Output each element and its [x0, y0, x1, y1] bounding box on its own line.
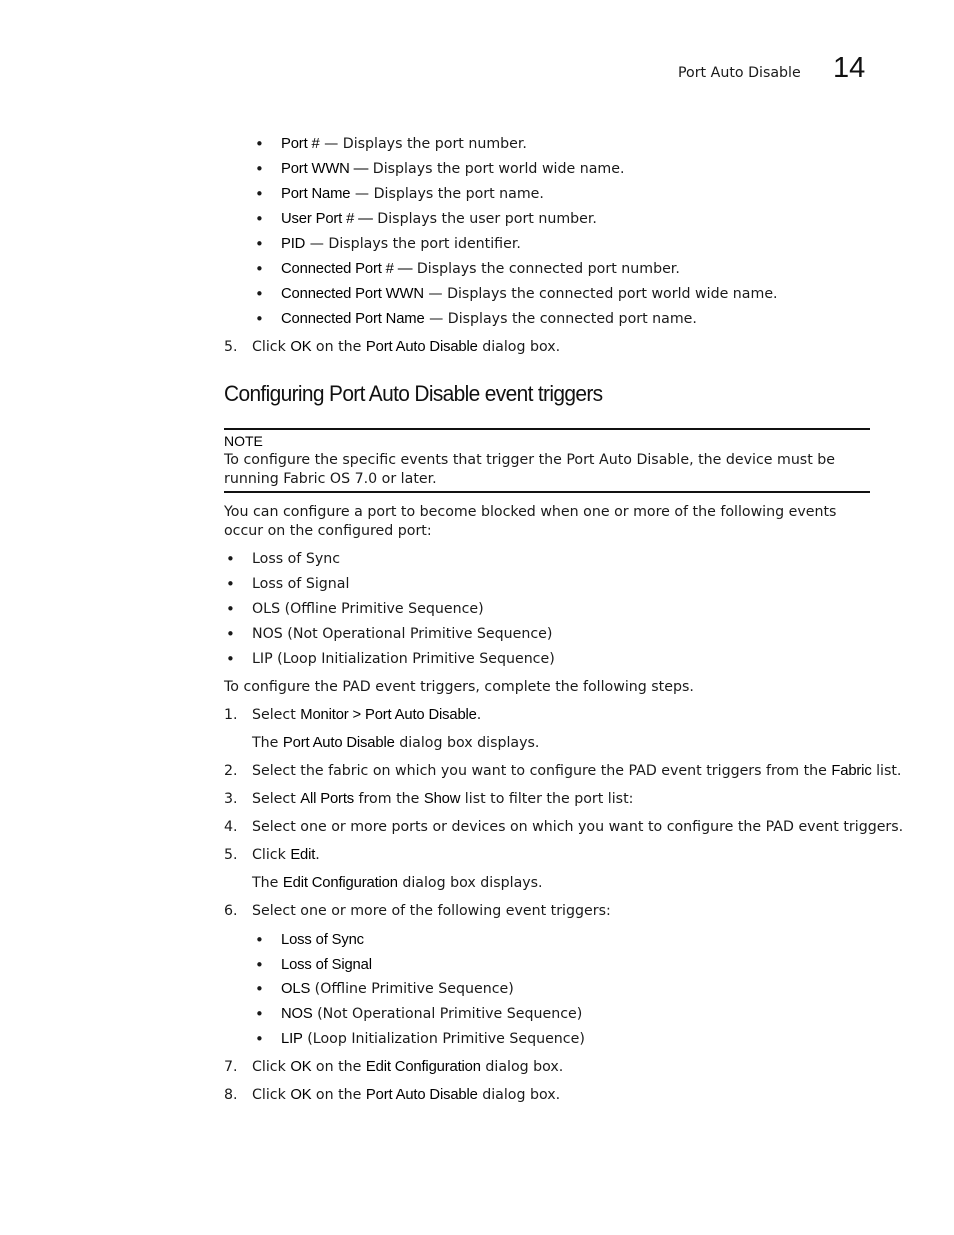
list-item: OLS (Offline Primitive Sequence) [252, 601, 484, 617]
term: Connected Port WWN [281, 286, 424, 302]
term: Port WWN — [281, 161, 369, 177]
bullet-icon: • [255, 185, 264, 203]
bullet-icon: • [255, 956, 264, 974]
list-item: NOS (Not Operational Primitive Sequence) [252, 626, 553, 642]
note-top-rule [224, 428, 870, 430]
running-header-title: Port Auto Disable [678, 65, 801, 81]
bullet-icon: • [255, 210, 264, 228]
step-text: Select All Ports from the Show list to filter the port list: [252, 791, 634, 807]
step-text: Select one or more of the following event triggers: [252, 903, 611, 919]
list-item: LIP (Loop Initialization Primitive Sequence) [281, 1031, 585, 1047]
step-text: Select Monitor > Port Auto Disable. [252, 707, 482, 723]
list-item: Port WWN — Displays the port world wide name. [281, 161, 625, 177]
list-item: NOS (Not Operational Primitive Sequence) [281, 1006, 583, 1022]
term: Connected Port Name [281, 311, 425, 327]
list-item: Connected Port # — Displays the connected port number. [281, 261, 680, 277]
step-result: The Edit Configuration dialog box displays. [252, 875, 543, 891]
step-result: The Port Auto Disable dialog box displays. [252, 735, 540, 751]
bullet-icon: • [255, 1005, 264, 1023]
step-text: Click OK on the Port Auto Disable dialog box. [252, 339, 561, 355]
bullet-icon: • [255, 1030, 264, 1048]
step-number: 5. [224, 339, 238, 355]
bullet-icon: • [226, 650, 235, 668]
term: Port # [281, 136, 320, 152]
section-heading: Configuring Port Auto Disable event triggers [224, 381, 603, 406]
term: PID [281, 236, 306, 252]
bullet-icon: • [255, 285, 264, 303]
intro-paragraph: You can configure a port to become blocked when one or more of the following events occur on the configured port: [224, 504, 837, 539]
bullet-icon: • [255, 931, 264, 949]
list-item: PID — Displays the port identifier. [281, 236, 521, 252]
list-item: Port # — Displays the port number. [281, 136, 527, 152]
bullet-icon: • [255, 260, 264, 278]
bullet-icon: • [255, 980, 264, 998]
note-bottom-rule [224, 491, 870, 493]
steps-intro: To configure the PAD event triggers, complete the following steps. [224, 679, 694, 695]
bullet-icon: • [226, 600, 235, 618]
step-text: Select the fabric on which you want to configure the PAD event triggers from the Fabric list. [252, 763, 902, 779]
step-number: 1. [224, 707, 238, 723]
step-text: Select one or more ports or devices on which you want to configure the PAD event triggers. [252, 819, 904, 835]
list-item: User Port # — Displays the user port number. [281, 211, 597, 227]
step-text: Click OK on the Port Auto Disable dialog box. [252, 1087, 561, 1103]
term: Port Name [281, 186, 351, 202]
list-item: Loss of Sync [281, 932, 364, 948]
step-number: 2. [224, 763, 238, 779]
bullet-icon: • [255, 235, 264, 253]
list-item: Loss of Sync [252, 551, 341, 567]
list-item: Connected Port WWN — Displays the connected port world wide name. [281, 286, 778, 302]
note-label: NOTE [224, 433, 263, 449]
list-item: Loss of Signal [252, 576, 350, 592]
list-item: Connected Port Name — Displays the connected port name. [281, 311, 697, 327]
bullet-icon: • [226, 575, 235, 593]
step-number: 3. [224, 791, 238, 807]
step-number: 7. [224, 1059, 238, 1075]
list-item: LIP (Loop Initialization Primitive Sequence) [252, 651, 555, 667]
list-item: Loss of Signal [281, 957, 372, 973]
step-text: Click OK on the Edit Configuration dialog box. [252, 1059, 564, 1075]
list-item: Port Name — Displays the port name. [281, 186, 544, 202]
chapter-number: 14 [833, 52, 866, 84]
step-number: 8. [224, 1087, 238, 1103]
list-item: OLS (Offline Primitive Sequence) [281, 981, 514, 997]
bullet-icon: • [255, 135, 264, 153]
bullet-icon: • [255, 310, 264, 328]
step-text: Click Edit. [252, 847, 320, 863]
bullet-icon: • [255, 160, 264, 178]
note-text: To configure the specific events that trigger the Port Auto Disable, the device must be running Fabric OS 7.0 or later. [224, 452, 836, 487]
term: Connected Port # — [281, 261, 413, 277]
bullet-icon: • [226, 625, 235, 643]
step-number: 4. [224, 819, 238, 835]
bullet-icon: • [226, 550, 235, 568]
term: User Port # — [281, 211, 373, 227]
step-number: 5. [224, 847, 238, 863]
step-number: 6. [224, 903, 238, 919]
